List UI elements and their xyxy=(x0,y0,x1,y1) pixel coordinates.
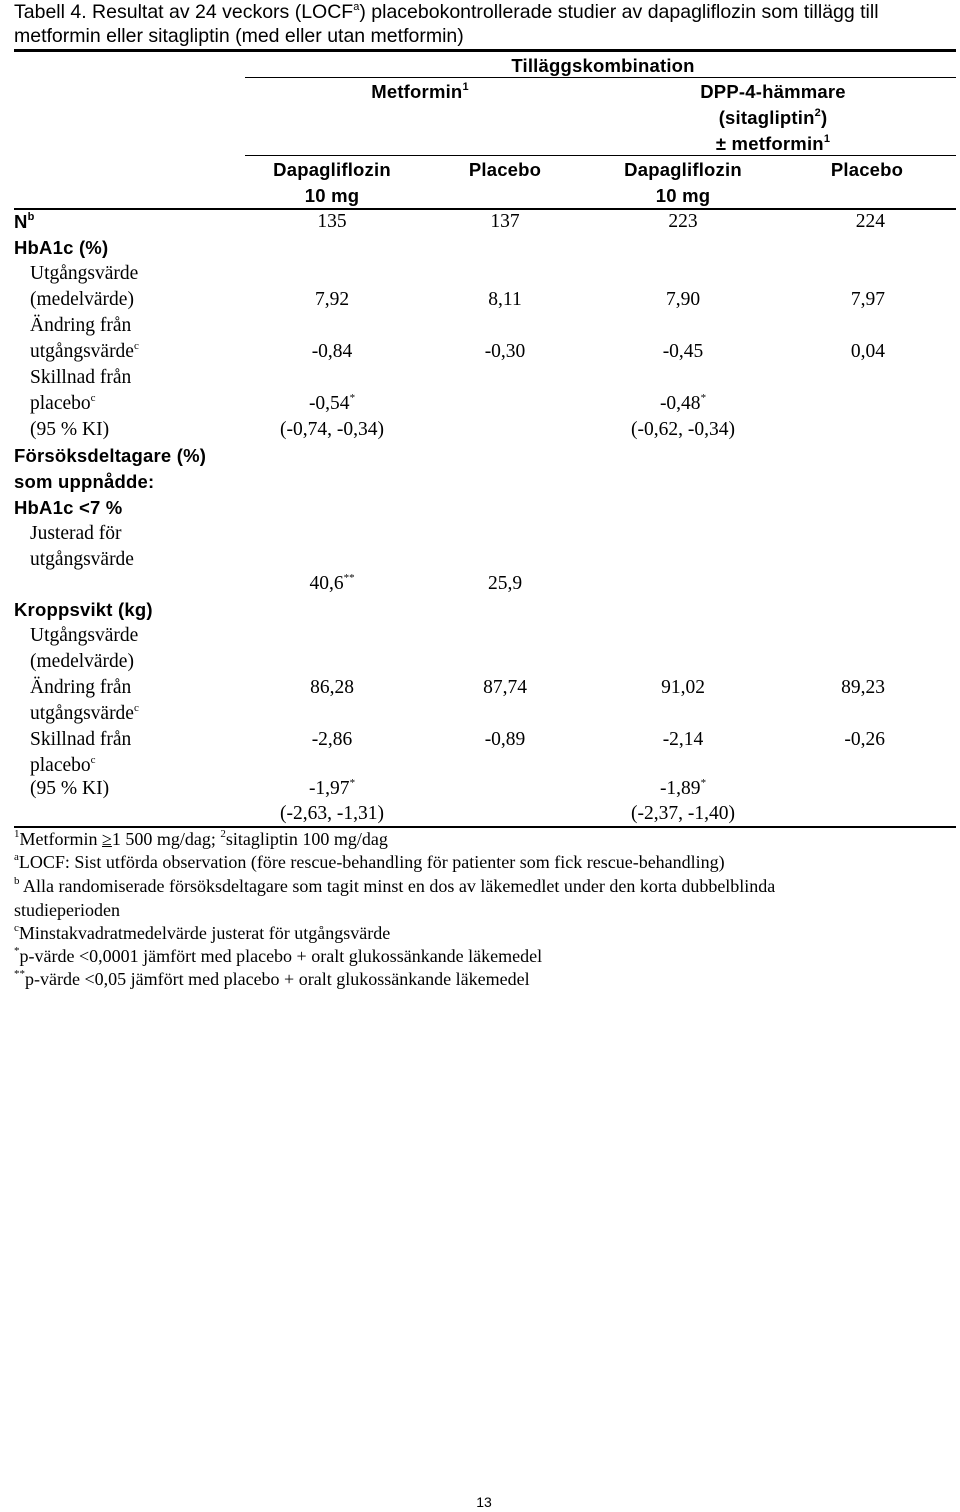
footnote-b-line1: $^b$ Alla randomiserade försöksdeltagare som tagit minst en dos av läkemedlet under den korta dubbelblinda xyxy=(14,875,776,896)
header-dpp4-line3: ± metformin$^1$ xyxy=(715,133,831,154)
col-header-dapa-dpp4: Dapagliflozin xyxy=(624,159,742,180)
col-header-placebo-metformin: Placebo xyxy=(468,159,542,180)
cell-n-2: 137 xyxy=(490,211,520,232)
cell-hba1c-diff-3: -0,48* xyxy=(659,392,707,414)
footnote-a: $^a$LOCF: Sist utförda observation (före rescue-behandling för patienter som fick rescue-behandling) xyxy=(14,851,725,872)
col-header-dapa-metformin-dose: 10 mg xyxy=(304,185,360,206)
cell-weight-baseline-3: 91,02 xyxy=(661,677,705,698)
cell-hba1c-change-4: 0,04 xyxy=(850,341,885,362)
footnote-1: $^1$Metformin ≥1 500 mg/dag; $^2$sitagliptin 100 mg/dag xyxy=(14,828,388,849)
row-label-weight-baseline-2: (medelvärde) xyxy=(30,651,134,672)
cell-hba1c-ci-3: (-0,62, -0,34) xyxy=(631,419,735,440)
row-label-adjusted-2: utgångsvärde xyxy=(30,549,134,570)
cell-hba1c-ci-1: (-0,74, -0,34) xyxy=(280,419,384,440)
row-label-hba1c-diff-1: Skillnad från xyxy=(30,367,132,388)
row-label-hba1c-ci: (95 % KI) xyxy=(30,419,110,440)
header-group-rule xyxy=(245,77,956,78)
footnote-double-star: **p-värde <0,05 jämfört med placebo + oralt glukossänkande läkemedel xyxy=(14,968,530,989)
cell-hba1c-baseline-4: 7,97 xyxy=(850,289,885,310)
cell-weight-diff-1: -1,97* xyxy=(308,777,356,799)
table-caption: Tabell 4. Resultat av 24 veckors (LOCF$^a$) placebokontrollerade studier av dapagliflozin som tillägg till metformin eller sitagliptin (med eller utan metformin) xyxy=(14,1,879,47)
col-header-placebo-dpp4: Placebo xyxy=(830,159,904,180)
cell-weight-baseline-2: 87,74 xyxy=(483,677,527,698)
header-dpp4-line1: DPP-4-hämmare xyxy=(700,81,846,102)
cell-weight-change-2: -0,89 xyxy=(484,729,526,750)
header-metformin: Metformin$^1$ xyxy=(371,81,469,102)
header-sub-rule xyxy=(245,155,956,156)
header-group-label: Tilläggskombination xyxy=(511,55,695,76)
cell-hba1c-baseline-1: 7,92 xyxy=(314,289,350,310)
col-header-dapa-metformin: Dapagliflozin xyxy=(273,159,391,180)
page-number: 13 xyxy=(476,1494,492,1510)
cell-weight-change-4: -0,26 xyxy=(844,729,885,750)
cell-weight-ci-1: (-2,63, -1,31) xyxy=(280,803,384,824)
cell-hba1c-change-1: -0,84 xyxy=(311,341,353,362)
cell-hba1c-change-2: -0,30 xyxy=(484,341,526,362)
row-label-weight-diff-2: placebo$^c$ xyxy=(30,754,96,776)
row-label-n: $N^b$ xyxy=(14,211,35,232)
row-label-hba1c-baseline-2: (medelvärde) xyxy=(30,289,134,310)
cell-hba1c-baseline-3: 7,90 xyxy=(665,289,701,310)
row-label-weight-ci: (95 % KI) xyxy=(30,778,110,799)
cell-n-4: 224 xyxy=(855,211,885,232)
footnote-b-line2: studieperioden xyxy=(14,900,120,920)
cell-hba1c-baseline-2: 8,11 xyxy=(488,289,522,310)
footnote-single-star: *p-värde <0,0001 jämfört med placebo + oralt glukossänkande läkemedel xyxy=(14,945,543,966)
section-title-weight: Kroppsvikt (kg) xyxy=(14,599,153,620)
section-title-hba1c: HbA1c (%) xyxy=(14,237,109,258)
row-label-weight-diff-1: Skillnad från xyxy=(30,729,132,750)
row-label-weight-change-1: Ändring från xyxy=(30,677,132,698)
cell-n-3: 223 xyxy=(668,211,698,232)
cell-weight-baseline-1: 86,28 xyxy=(310,677,354,698)
cell-hba1c-change-3: -0,45 xyxy=(662,341,704,362)
row-label-hba1c-baseline-1: Utgångsvärde xyxy=(30,263,139,284)
section-title-responders-3: HbA1c <7 % xyxy=(14,497,123,518)
cell-hba1c-diff-1: -0,54* xyxy=(308,392,356,414)
cell-weight-change-3: -2,14 xyxy=(662,729,704,750)
row-label-adjusted-1: Justerad för xyxy=(30,523,122,544)
row-label-hba1c-change-1: Ändring från xyxy=(30,315,132,336)
table-top-rule xyxy=(14,49,956,52)
cell-n-1: 135 xyxy=(317,211,347,232)
cell-weight-baseline-4: 89,23 xyxy=(841,677,885,698)
row-label-hba1c-change-2: utgångsvärde$^c$ xyxy=(30,340,139,362)
cell-responders-2: 25,9 xyxy=(487,573,523,594)
cell-responders-1: 40,6** xyxy=(309,572,355,594)
col-header-dapa-dpp4-dose: 10 mg xyxy=(655,185,711,206)
row-label-weight-change-2: utgångsvärde$^c$ xyxy=(30,702,139,724)
section-title-responders-1: Försöksdeltagare (%) xyxy=(14,445,207,466)
section-title-responders-2: som uppnådde: xyxy=(14,471,155,492)
cell-weight-ci-3: (-2,37, -1,40) xyxy=(631,803,735,824)
cell-weight-diff-3: -1,89* xyxy=(659,777,707,799)
row-label-hba1c-diff-2: placebo$^c$ xyxy=(30,392,96,414)
row-label-weight-baseline-1: Utgångsvärde xyxy=(30,625,139,646)
cell-weight-change-1: -2,86 xyxy=(311,729,353,750)
footnote-c: $^c$Minstakvadratmedelvärde justerat för utgångsvärde xyxy=(14,922,391,943)
header-dpp4-line2: (sitagliptin$^2$) xyxy=(718,107,828,128)
